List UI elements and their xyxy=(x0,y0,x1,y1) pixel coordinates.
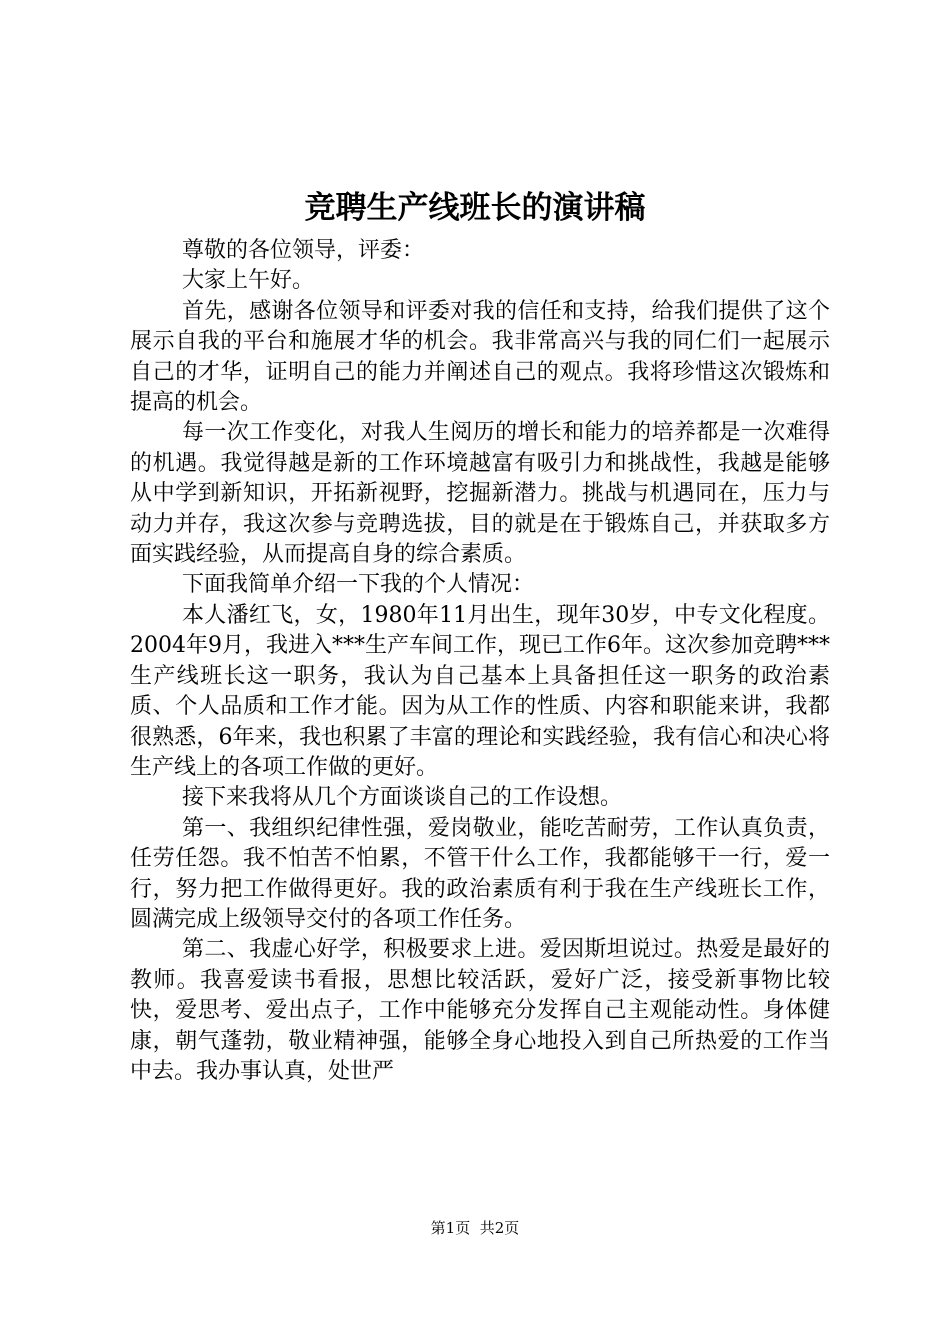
paragraph: 每一次工作变化，对我人生阅历的增长和能力的培养都是一次难得的机遇。我觉得越是新的工作环境越富有吸引力和挑战性，我越是能够从中学到新知识，开拓新视野，挖掘新潜力。挑战与机遇同在，压力与动力并存，我这次参与竞聘选拔，目的就是在于锻炼自己，并获取多方面实践经验，从而提高自身的综合素质。 xyxy=(130,420,830,568)
page-number: 第1页 xyxy=(430,1219,471,1237)
paragraph: 下面我简单介绍一下我的个人情况： xyxy=(182,572,535,598)
paragraph: 接下来我将从几个方面谈谈自己的工作设想。 xyxy=(182,785,623,811)
page-total: 共2页 xyxy=(479,1219,520,1237)
document-body xyxy=(130,236,830,1087)
paragraph: 本人潘红飞，女，1980年11月出生，现年30岁，中专文化程度。2004年9月，我进入***生产车间工作，现已工作6年。这次参加竞聘***生产线班长这一职务，我认为自己基本上具备担任这一职务的政治素质、个人品质和工作才能。因为从工作的性质、内容和职能来讲，我都很熟悉，6年来，我也积累了丰富的理论和实践经验，我有信心和决心将生产线上的各项工作做的更好。 xyxy=(130,602,830,780)
page-footer xyxy=(0,1218,950,1238)
paragraph: 第一、我组织纪律性强，爱岗敬业，能吃苦耐劳，工作认真负责，任劳任怨。我不怕苦不怕累，不管干什么工作，我都能够干一行，爱一行，努力把工作做得更好。我的政治素质有利于我在生产线班长工作，圆满完成上级领导交付的各项工作任务。 xyxy=(130,815,830,932)
document-title: 竞聘生产线班长的演讲稿 xyxy=(304,190,646,226)
paragraph: 首先，感谢各位领导和评委对我的信任和支持，给我们提供了这个展示自我的平台和施展才华的机会。我非常高兴与我的同仁们一起展示自己的才华，证明自己的能力并阐述自己的观点。我将珍惜这次锻炼和提高的机会。 xyxy=(130,298,830,416)
paragraph: 第二、我虚心好学，积极要求上进。爱因斯坦说过。热爱是最好的教师。我喜爱读书看报，思想比较活跃，爱好广泛，接受新事物比较快，爱思考、爱出点子，工作中能够充分发挥自己主观能动性。身体健康，朝气蓬勃，敬业精神强，能够全身心地投入到自己所热爱的工作当中去。我办事认真，处世严 xyxy=(130,937,830,1084)
greeting: 大家上午好。 xyxy=(182,268,315,294)
salutation: 尊敬的各位领导，评委： xyxy=(182,238,425,263)
